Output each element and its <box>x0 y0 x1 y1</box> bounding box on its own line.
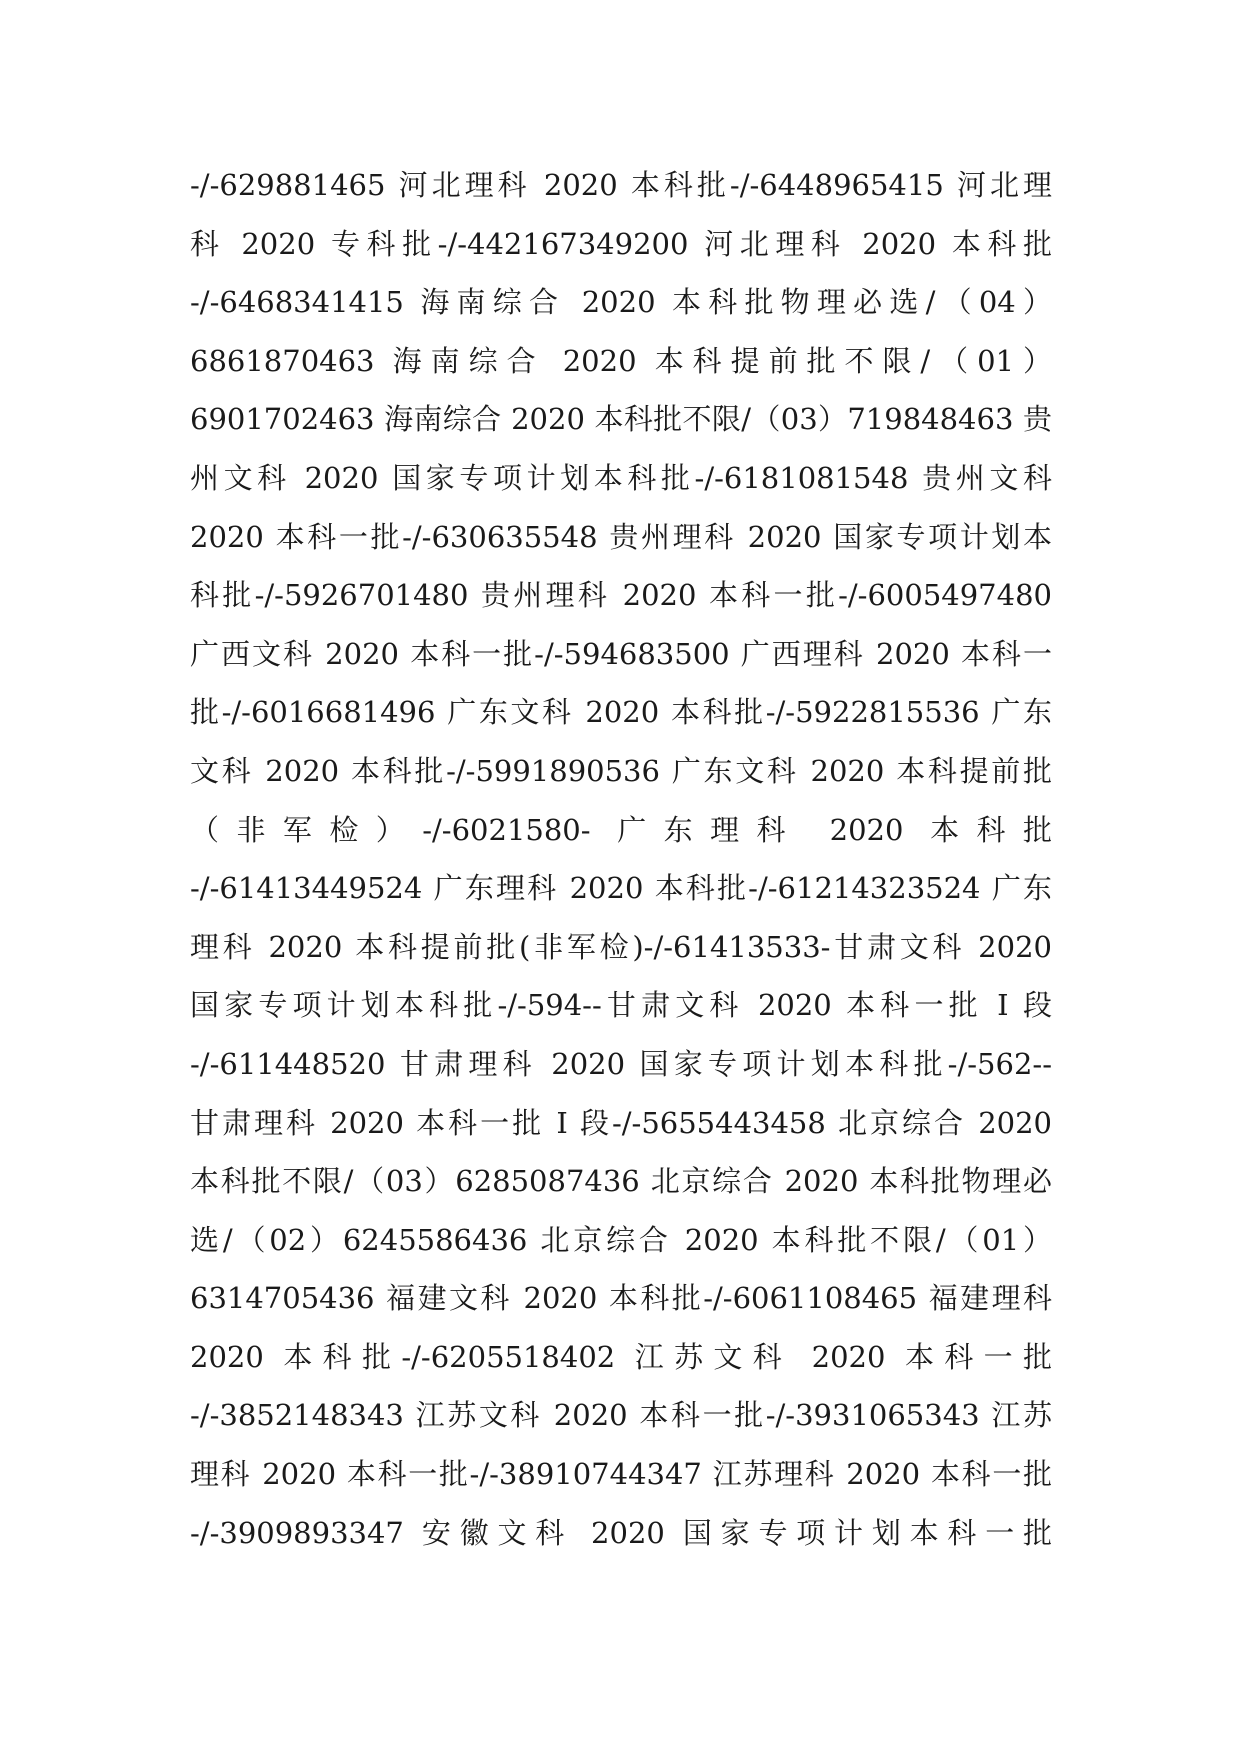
text-line: 6314705436 福建文科 2020 本科批-/-6061108465 福建理科 <box>190 1281 1052 1316</box>
text-line: 选/（02）6245586436 北京综合 2020 本科批不限/（01） <box>190 1222 1052 1257</box>
text-line: 甘肃理科 2020 本科一批 I 段-/-5655443458 北京综合 2020 <box>190 1105 1052 1140</box>
text-line: 批-/-6016681496 广东文科 2020 本科批-/-5922815536 广东 <box>190 695 1052 730</box>
text-line: 国家专项计划本科批-/-594--甘肃文科 2020 本科一批 I 段 <box>190 988 1052 1023</box>
text-line: 理科 2020 本科一批-/-38910744347 江苏理科 2020 本科一批 <box>190 1457 1052 1492</box>
text-line: 文科 2020 本科批-/-5991890536 广东文科 2020 本科提前批 <box>190 753 1052 788</box>
text-line: -/-629881465 河北理科 2020 本科批-/-6448965415 河北理 <box>190 168 1052 202</box>
text-line: 本科批不限/（03）6285087436 北京综合 2020 本科批物理必 <box>190 1164 1052 1199</box>
text-line: -/-61413449524 广东理科 2020 本科批-/-61214323524 广东 <box>190 871 1052 906</box>
text-line: 6901702463 海南综合 2020 本科批不限/（03）719848463 贵 <box>190 402 1052 437</box>
text-line: 州文科 2020 国家专项计划本科批-/-6181081548 贵州文科 <box>190 460 1052 495</box>
text-line: 6861870463 海南综合 2020 本科提前批不限/（01） <box>190 343 1052 378</box>
text-line: 广西文科 2020 本科一批-/-594683500 广西理科 2020 本科一 <box>190 636 1052 671</box>
body-text <box>190 156 1052 1562</box>
text-line: 科 2020 专科批-/-442167349200 河北理科 2020 本科批 <box>190 226 1052 261</box>
text-line: -/-3852148343 江苏文科 2020 本科一批-/-3931065343 江苏 <box>190 1398 1052 1433</box>
text-line: -/-3909893347 安徽文科 2020 国家专项计划本科一批 <box>190 1515 1052 1550</box>
text-line: 2020 本科批-/-6205518402 江苏文科 2020 本科一批 <box>190 1339 1052 1374</box>
text-line: 理科 2020 本科提前批(非军检)-/-61413533-甘肃文科 2020 <box>190 929 1052 964</box>
text-line: 2020 本科一批-/-630635548 贵州理科 2020 国家专项计划本 <box>190 519 1052 554</box>
text-line: （非军检）-/-6021580- 广东理科 2020 本科批 <box>190 812 1052 847</box>
text-line: -/-611448520 甘肃理科 2020 国家专项计划本科批-/-562-- <box>190 1046 1052 1081</box>
text-line: -/-6468341415 海南综合 2020 本科批物理必选/（04） <box>190 285 1052 320</box>
text-line: 科批-/-5926701480 贵州理科 2020 本科一批-/-6005497480 <box>190 578 1052 613</box>
